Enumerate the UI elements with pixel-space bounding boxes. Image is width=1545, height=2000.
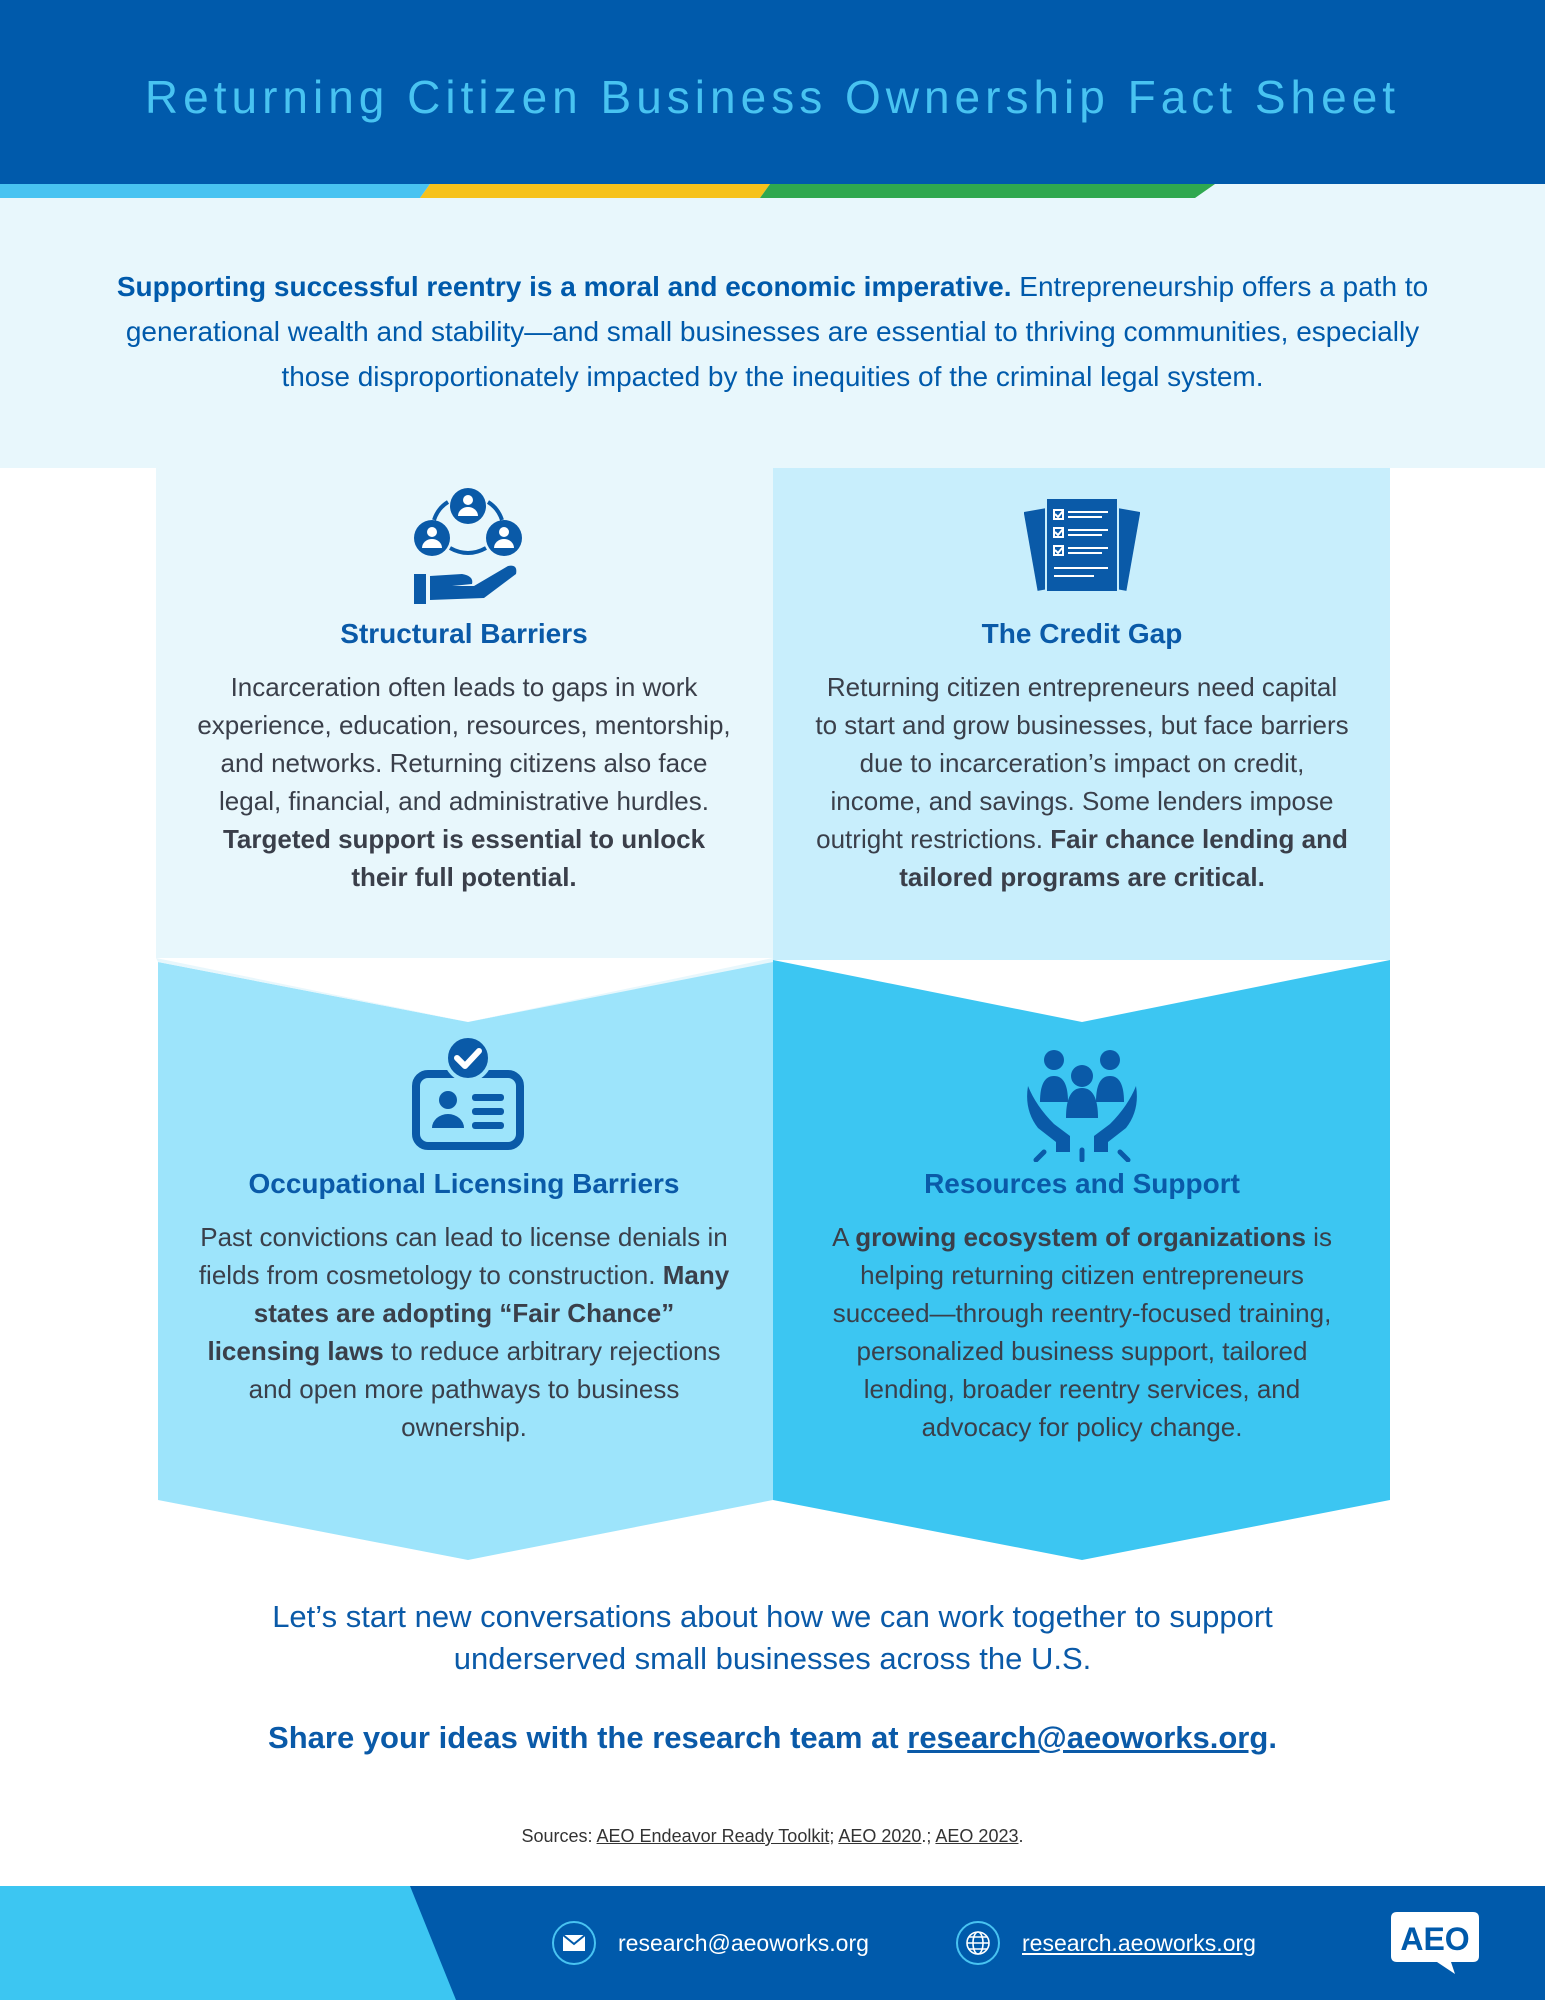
- card-body: [196, 1218, 732, 1446]
- svg-text:AEO: AEO: [1400, 1921, 1470, 1957]
- footer-website-text: research.aeoworks.org: [1022, 1929, 1256, 1956]
- envelope-icon: [552, 1921, 596, 1965]
- intro-text: Entrepreneurship offers a path to generational wealth and stability—and small businesses are essential to thriving communities, especially those disproportionately impacted by the inequities of the criminal legal system.: [125, 271, 1429, 392]
- checklist-documents-icon: [1024, 494, 1140, 598]
- card-title: The Credit Gap: [981, 618, 1183, 649]
- card-text: Incarceration often leads to gaps in work experience, education, resources, mentorship, and networks. Returning citizens also face legal, financial, and administrative hurdles.: [197, 672, 731, 816]
- sources-label: Sources:: [521, 1826, 597, 1846]
- card-title: Occupational Licensing Barriers: [248, 1168, 680, 1199]
- sources-end: .: [1018, 1826, 1024, 1846]
- footer-website[interactable]: [956, 1920, 1256, 1966]
- hand-holding-people-icon: [412, 486, 524, 606]
- hands-supporting-group-icon: [1024, 1046, 1140, 1162]
- id-badge-check-icon: [412, 1034, 524, 1150]
- card-credit-gap: [814, 618, 1350, 896]
- card-body: [814, 1218, 1350, 1446]
- page-title: Returning Citizen Business Ownership Fact Sheet: [144, 71, 1401, 123]
- cta-line2-end: .: [1268, 1720, 1277, 1755]
- cta-share-ideas: [0, 1720, 1545, 1756]
- card-licensing-barriers: [196, 1168, 732, 1446]
- source-link-aeo-2020[interactable]: AEO 2020: [838, 1826, 922, 1846]
- source-link-aeo-2023[interactable]: AEO 2023: [935, 1826, 1019, 1846]
- footer-email[interactable]: [552, 1920, 869, 1966]
- globe-icon: [956, 1921, 1000, 1965]
- card-body: [814, 668, 1350, 896]
- card-body: [196, 668, 732, 896]
- card-text: Past convictions can lead to license denials in fields from cosmetology to construction.: [198, 1222, 728, 1290]
- footer: [0, 1886, 1545, 2000]
- card-text-pre: A: [832, 1222, 856, 1252]
- card-bold: Many states are adopting “Fair Chance” licensing laws: [207, 1260, 730, 1366]
- sources-line: [0, 1826, 1545, 1847]
- card-structural-barriers: [196, 618, 732, 896]
- footer-email-text: research@aeoworks.org: [618, 1929, 869, 1956]
- intro-lead: Supporting successful reentry is a moral and economic imperative.: [116, 271, 1012, 302]
- card-title: Structural Barriers: [340, 618, 588, 649]
- card-title: Resources and Support: [924, 1168, 1240, 1199]
- card-resources-support: [814, 1168, 1350, 1446]
- card-bold: Fair chance lending and tailored programs are critical.: [899, 824, 1348, 892]
- sources-sep: ;: [829, 1826, 839, 1846]
- card-bold: growing ecosystem of organizations: [855, 1222, 1306, 1252]
- card-text-after: to reduce arbitrary rejections and open more pathways to business ownership.: [248, 1336, 721, 1442]
- source-link-toolkit[interactable]: AEO Endeavor Ready Toolkit: [596, 1826, 830, 1846]
- cta-conversation: [0, 1596, 1545, 1680]
- card-bold: Targeted support is essential to unlock their full potential.: [222, 824, 706, 892]
- aeo-logo: [1389, 1910, 1481, 1976]
- sources-sep: .;: [921, 1826, 936, 1846]
- cta-line2: Share your ideas with the research team at: [268, 1720, 908, 1755]
- cta-email-link[interactable]: research@aeoworks.org: [907, 1720, 1269, 1755]
- card-text: Returning citizen entrepreneurs need capital to start and grow businesses, but face barriers due to incarceration’s impact on credit, income, and savings. Some lenders impose outright restrictions.: [815, 672, 1349, 854]
- cta-line1: Let’s start new conversations about how we can work together to support underserved small businesses across the U.S.: [272, 1599, 1273, 1676]
- card-text-after: is helping returning citizen entrepreneurs succeed—through reentry-focused training, personalized business support, tailored lending, broader reentry services, and advocacy for policy change.: [832, 1222, 1332, 1442]
